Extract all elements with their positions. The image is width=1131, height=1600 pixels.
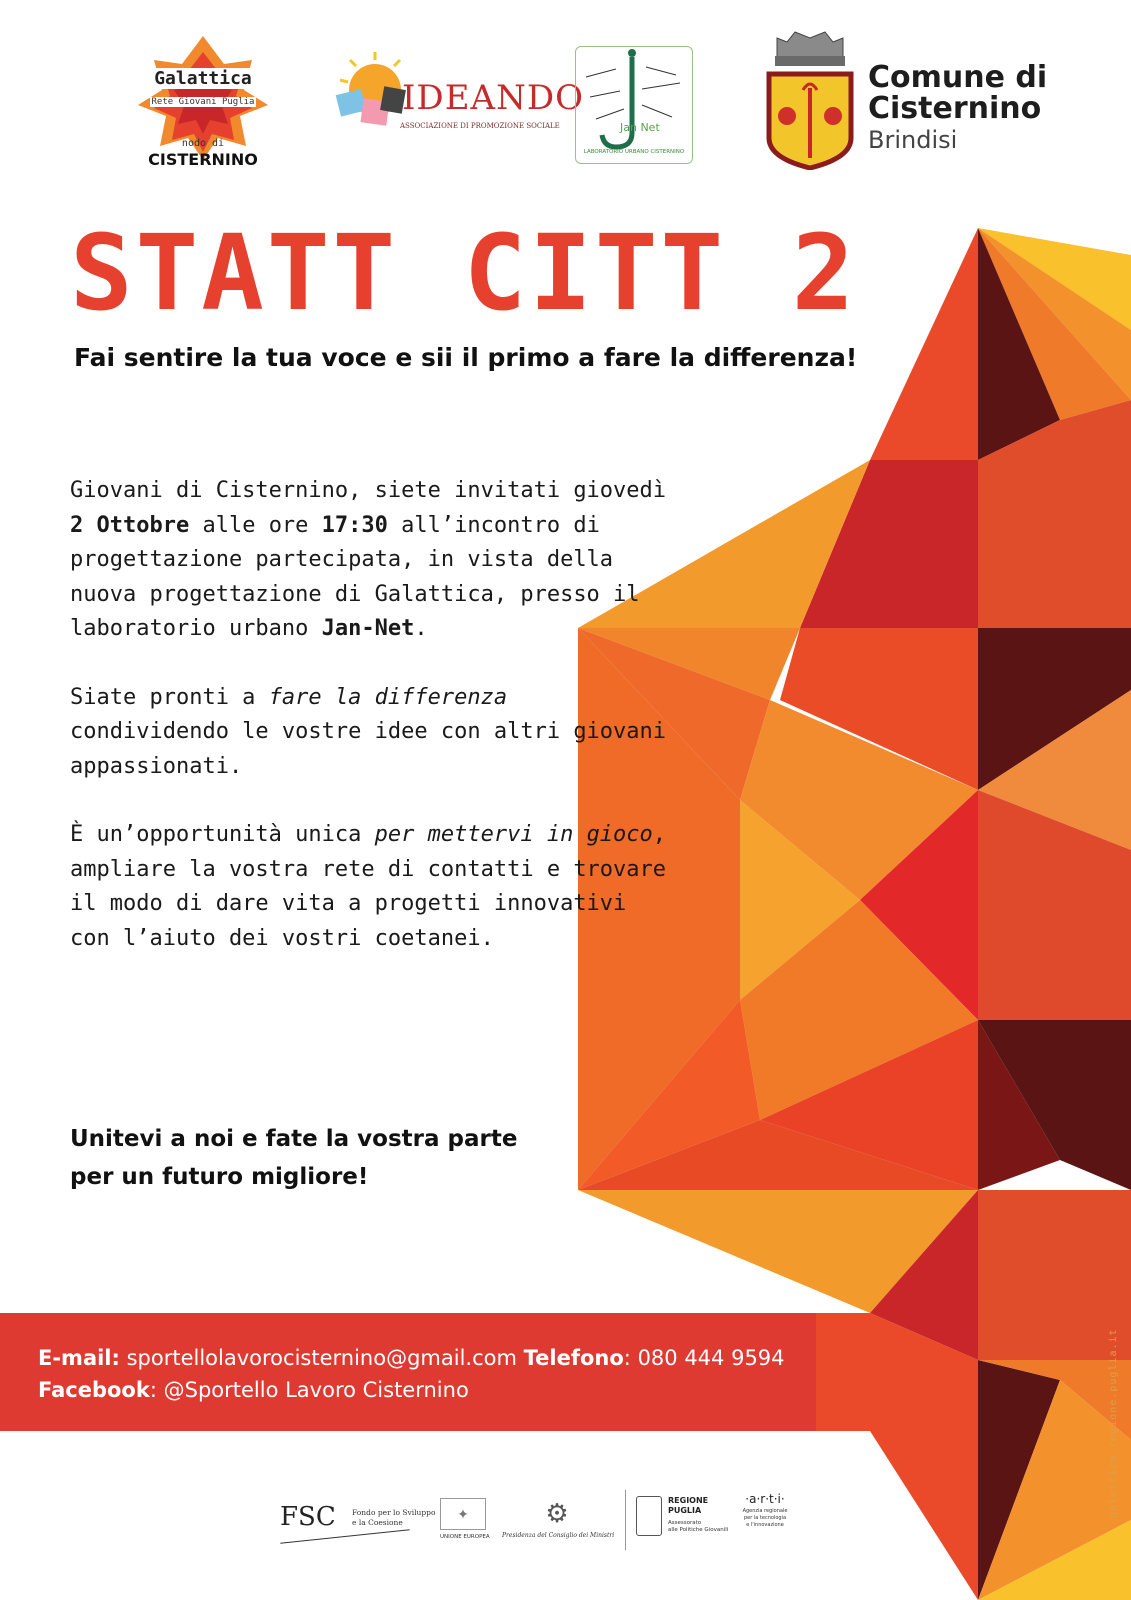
paragraph-2: [70, 681, 670, 785]
emblem-icon: ⚙: [545, 1498, 569, 1528]
eu-logo: [440, 1498, 488, 1540]
galattica-tagline: Rete Giovani Puglia: [151, 97, 255, 107]
closing-line2: per un futuro migliore!: [70, 1164, 369, 1190]
comune-line3: Brindisi: [868, 126, 958, 154]
event-date: 2 Ottobre: [70, 512, 190, 538]
p3-text-a: È un’opportunità unica: [70, 822, 375, 847]
arti-desc3: e l'innovazione: [746, 1522, 784, 1528]
contact-line1: [38, 1342, 785, 1374]
comune-crest: [765, 28, 855, 170]
contact-info: [38, 1342, 785, 1406]
phone-separator: :: [623, 1346, 631, 1370]
jannet-name: Jan Net: [620, 121, 660, 134]
footer-divider: [625, 1490, 626, 1550]
email-label: E-mail:: [38, 1346, 120, 1370]
p3-emphasis: per mettervi in gioco: [374, 822, 653, 847]
jannet-tagline: LABORATORIO URBANO CISTERNINO: [583, 149, 685, 155]
email-link[interactable]: sportellolavorocisternino@gmail.com: [126, 1346, 517, 1370]
ideando-tagline: ASSOCIAZIONE DI PROMOZIONE SOCIALE: [400, 122, 560, 130]
event-time: 17:30: [321, 512, 388, 538]
p2-text-b: condividendo le vostre idee con altri giovani appassionati.: [70, 719, 667, 779]
event-place: Jan-Net: [321, 616, 415, 641]
closing-message: [70, 1120, 517, 1196]
paragraph-1: [70, 474, 670, 647]
regione-desc2: alle Politiche Giovanili: [668, 1527, 729, 1533]
regione-name1: REGIONE: [668, 1496, 709, 1505]
side-url[interactable]: galattica.regione.puglia.it: [1108, 1328, 1119, 1518]
eu-label: UNIONE EUROPEA: [440, 1534, 490, 1540]
fsc-desc1: Fondo per lo Sviluppo: [352, 1508, 436, 1517]
facebook-link[interactable]: @Sportello Lavoro Cisternino: [163, 1378, 469, 1402]
p1-text-a: Giovani di Cisternino, siete invitati giovedì: [70, 478, 667, 503]
comune-line2: Cisternino: [868, 91, 1042, 126]
fsc-text: FSC: [280, 1502, 336, 1532]
presidenza-label: Presidenza del Consiglio dei Ministri: [502, 1532, 615, 1539]
subtitle: Fai sentire la tua voce e sii il primo a fare la differenza!: [74, 343, 858, 372]
galattica-logo: [128, 30, 278, 170]
phone-label: Telefono: [523, 1346, 624, 1370]
galattica-node: nodo di: [181, 138, 225, 149]
facebook-separator: :: [149, 1378, 157, 1402]
contact-line2: [38, 1374, 785, 1406]
body-text: [70, 474, 670, 990]
presidenza-logo: [502, 1498, 615, 1539]
fsc-logo: [280, 1502, 436, 1532]
p1-text-d: .: [414, 616, 428, 641]
fsc-desc2: e la Coesione: [352, 1518, 403, 1527]
closing-line1: Unitevi a noi e fate la vostra parte: [70, 1126, 518, 1152]
regione-crest-icon: [636, 1496, 662, 1536]
ideando-logo: [330, 48, 584, 148]
p1-text-b: alle ore: [189, 512, 322, 538]
p3-text-b: , ampliare la vostra rete di contatti e trovare il modo di dare vita a progetti innovativi con l’aiuto dei vostri coetanei.: [70, 822, 667, 951]
facebook-label: Facebook: [38, 1378, 150, 1402]
comune-line1: Comune di: [868, 60, 1048, 95]
jannet-logo: [575, 46, 693, 164]
coat-of-arms-icon: [765, 28, 855, 170]
eu-flag-icon: ✦: [440, 1498, 486, 1530]
regione-name2: PUGLIA: [668, 1506, 702, 1515]
p2-emphasis: fare la differenza: [268, 684, 508, 710]
arti-desc2: per la tecnologia: [743, 1515, 787, 1521]
paragraph-3: [70, 818, 670, 956]
jannet-arrows-icon: [576, 47, 692, 163]
phone-number[interactable]: 080 444 9594: [637, 1346, 785, 1370]
p2-text-a: Siate pronti a: [70, 684, 269, 710]
arti-logo: [730, 1492, 800, 1529]
comune-title: [868, 62, 1047, 156]
ideando-name: IDEANDO: [402, 78, 584, 118]
page-title: STATT CITT 2: [70, 212, 858, 334]
regione-desc1: Assessorato: [668, 1520, 702, 1526]
p1-text-c: all’incontro di progettazione partecipata, in vista della nuova progettazione di Galattica, presso il laboratorio urbano: [70, 512, 640, 641]
arti-desc1: Agenzia regionale: [742, 1508, 788, 1514]
arti-name: ·a·r·t·i·: [745, 1492, 785, 1506]
galattica-name: Galattica: [150, 68, 256, 89]
galattica-city: CISTERNINO: [148, 150, 258, 169]
